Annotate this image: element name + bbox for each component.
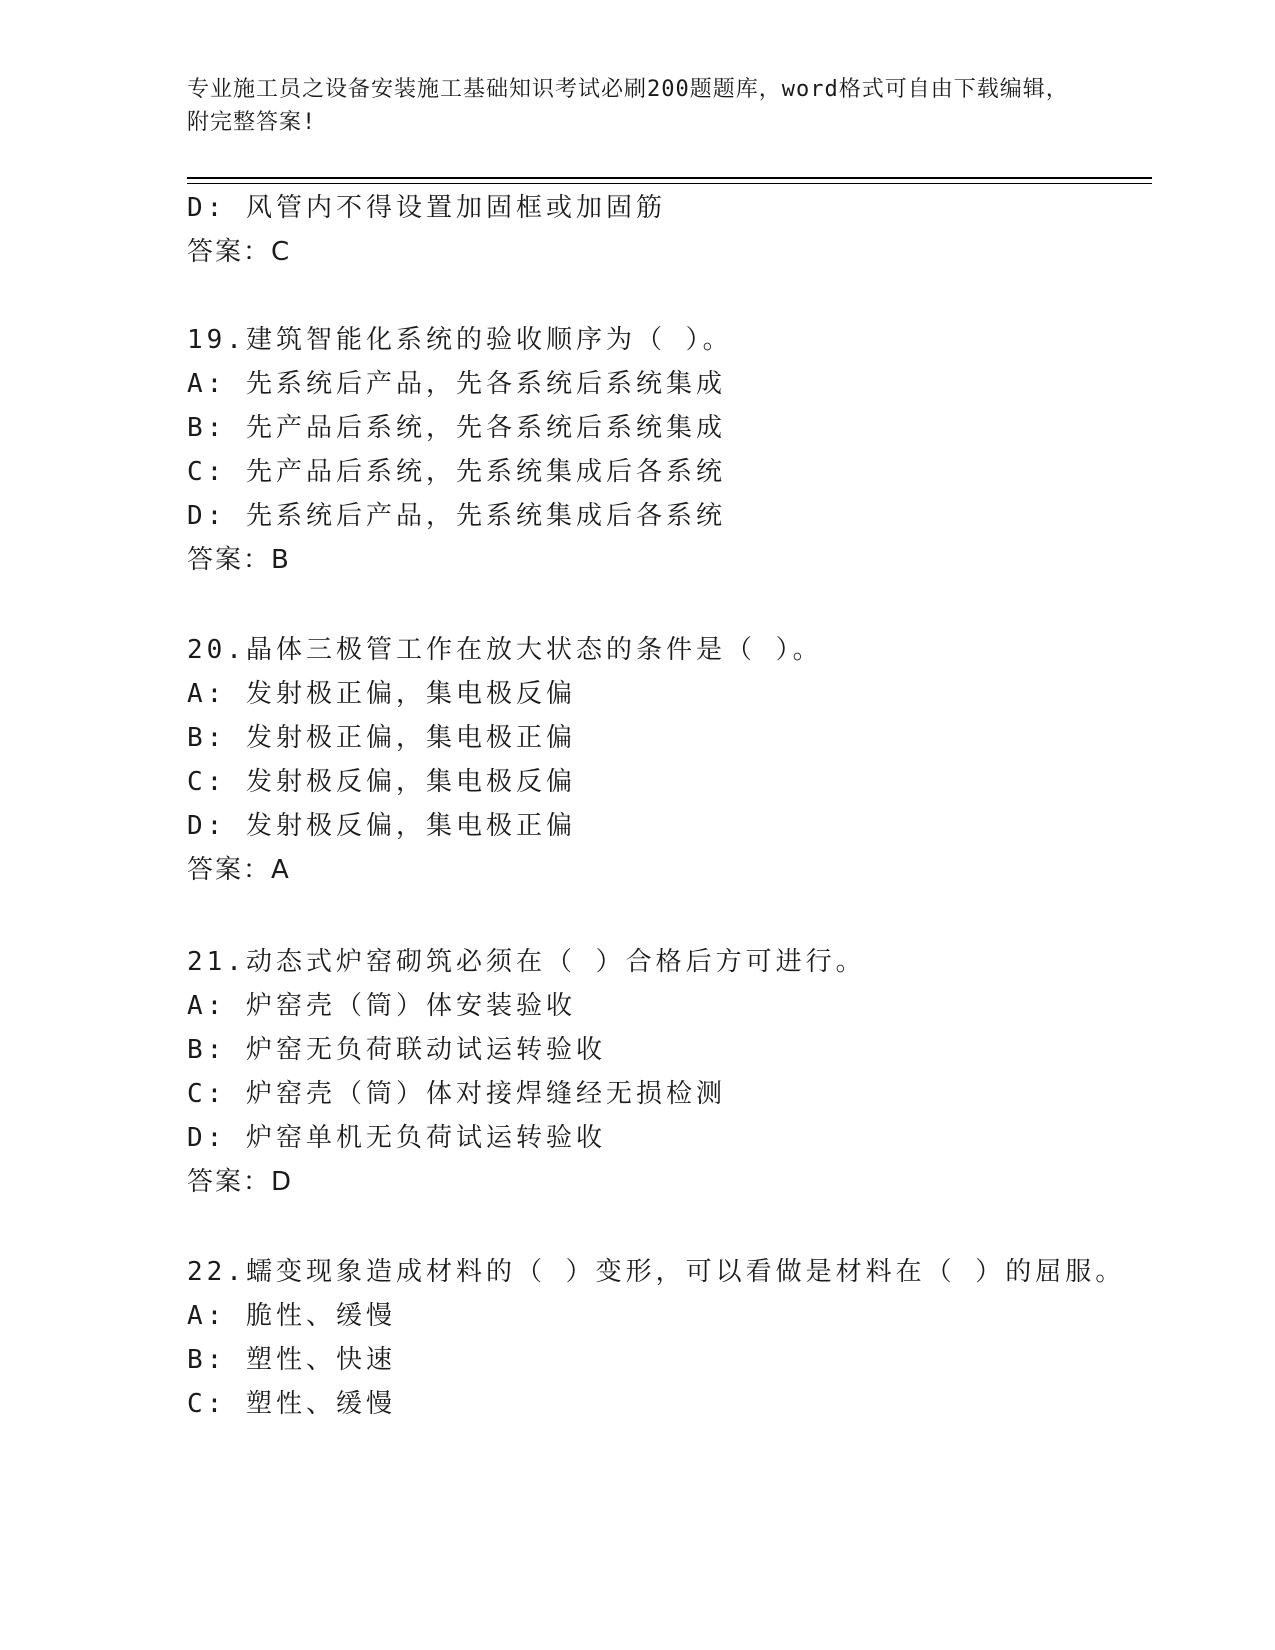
header-divider-thick: [187, 177, 1152, 179]
q18-answer: 答案：C: [187, 237, 292, 267]
q21-answer: 答案：D: [187, 1167, 294, 1197]
document-header: 专业施工员之设备安装施工基础知识考试必刷200题题库，word格式可自由下载编辑，附完整答案!: [187, 77, 1069, 135]
q21-option-b: B: 炉窑无负荷联动试运转验收: [187, 1035, 606, 1065]
q20-option-b: B: 发射极正偏，集电极正偏: [187, 723, 576, 753]
q20-option-c: C: 发射极反偏，集电极反偏: [187, 767, 576, 797]
q20-stem: 20.晶体三极管工作在放大状态的条件是（ ）。: [187, 635, 823, 665]
q21-stem: 21.动态式炉窑砌筑必须在（ ）合格后方可进行。: [187, 947, 866, 977]
q19-option-a: A: 先系统后产品，先各系统后系统集成: [187, 369, 726, 399]
q21-option-d: D: 炉窑单机无负荷试运转验收: [187, 1123, 606, 1153]
q19-stem: 19.建筑智能化系统的验收顺序为（ ）。: [187, 325, 733, 355]
q19-option-d: D: 先系统后产品，先系统集成后各系统: [187, 501, 726, 531]
header-divider-thin: [187, 183, 1152, 184]
q21-option-c: C: 炉窑壳（筒）体对接焊缝经无损检测: [187, 1079, 726, 1109]
q22-option-b: B: 塑性、快速: [187, 1345, 396, 1375]
q22-option-c: C: 塑性、缓慢: [187, 1389, 396, 1419]
q22-option-a: A: 脆性、缓慢: [187, 1301, 396, 1331]
q21-option-a: A: 炉窑壳（筒）体安装验收: [187, 991, 576, 1021]
q20-answer: 答案：A: [187, 855, 291, 885]
q19-option-b: B: 先产品后系统，先各系统后系统集成: [187, 413, 726, 443]
q20-option-d: D: 发射极反偏，集电极正偏: [187, 811, 576, 841]
q22-stem: 22.蠕变现象造成材料的（ ）变形，可以看做是材料在（ ）的屈服。: [187, 1257, 1126, 1287]
q19-answer: 答案：B: [187, 545, 291, 575]
q19-option-c: C: 先产品后系统，先系统集成后各系统: [187, 457, 726, 487]
q18-option-d: D: 风管内不得设置加固框或加固筋: [187, 193, 666, 223]
q20-option-a: A: 发射极正偏，集电极反偏: [187, 679, 576, 709]
